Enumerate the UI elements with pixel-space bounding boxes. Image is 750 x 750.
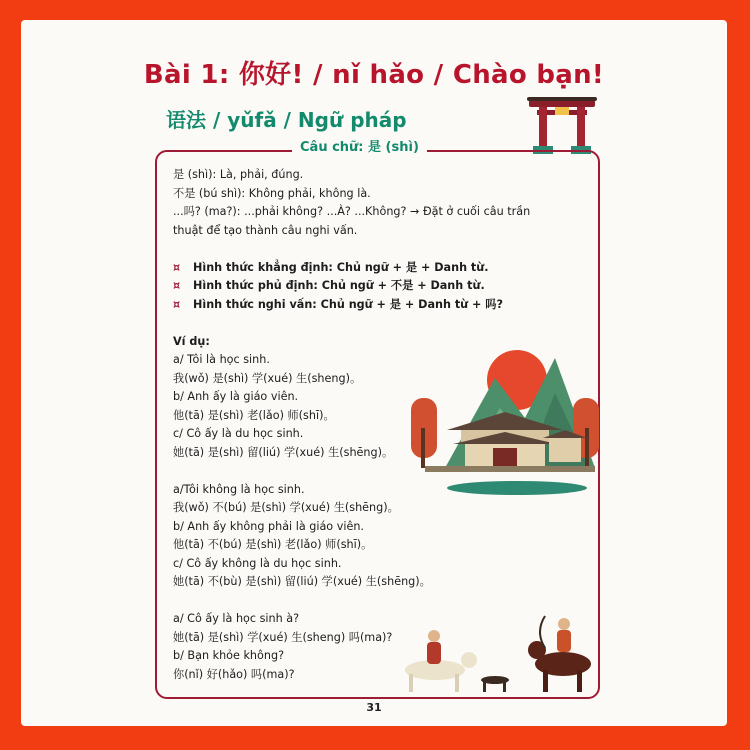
- example-line: 她(tā) 不(bù) 是(shì) 留(liú) 学(xué) 生(shēng)。: [173, 575, 431, 588]
- definition-line: ...吗? (ma?): ...phải không? ...À? ...Không? → Đặt ở cuối câu trần: [173, 205, 531, 218]
- example-line: 你(nǐ) 好(hǎo) 吗(ma)?: [173, 667, 295, 681]
- horse-riders-illustration: [385, 612, 595, 696]
- example-line: a/Tôi không là học sinh.: [173, 482, 305, 496]
- bullet-icon: ¤: [173, 297, 181, 311]
- example-line: 他(tā) 是(shì) 老(lǎo) 师(shī)。: [173, 408, 335, 422]
- pagoda-landscape-illustration: [405, 338, 605, 498]
- example-line: 他(tā) 不(bú) 是(shì) 老(lǎo) 师(shī)。: [173, 538, 373, 551]
- example-line: c/ Cô ấy là du học sinh.: [173, 427, 304, 440]
- definition-line: 是 (shì): Là, phải, đúng.: [173, 168, 304, 181]
- section-label: Câu chữ: 是 (shì): [292, 136, 427, 155]
- form-bullet: ¤ Hình thức phủ định: Chủ ngữ + 不是 + Danh từ.: [173, 277, 613, 296]
- example-line: 她(tā) 是(shì) 学(xué) 生(sheng) 吗(ma)?: [173, 630, 393, 644]
- example-line: 我(wǒ) 是(shì) 学(xué) 生(sheng)。: [173, 371, 362, 385]
- form-bullet: ¤ Hình thức khẳng định: Chủ ngữ + 是 + Danh từ.: [173, 259, 613, 278]
- example-line: 她(tā) 是(shì) 留(liú) 学(xué) 生(shēng)。: [173, 445, 394, 459]
- example-line: b/ Anh ấy là giáo viên.: [173, 390, 299, 403]
- definition-line: thuật để tạo thành câu nghi vấn.: [173, 223, 358, 237]
- example-line: a/ Tôi là học sinh.: [173, 353, 270, 366]
- book-page: [21, 20, 727, 726]
- example-line: 我(wǒ) 不(bú) 是(shì) 学(xué) 生(shēng)。: [173, 501, 399, 514]
- example-header: Ví dụ:: [173, 334, 210, 348]
- example-line: c/ Cô ấy không là du học sinh.: [173, 556, 342, 570]
- lesson-title: Bài 1: 你好! / nǐ hǎo / Chào bạn!: [143, 60, 605, 90]
- example-line: b/ Bạn khỏe không?: [173, 649, 285, 662]
- form-bullet: ¤ Hình thức nghi vấn: Chủ ngữ + 是 + Danh từ + 吗?: [173, 296, 613, 315]
- page-number: 31: [366, 701, 382, 714]
- bullet-icon: ¤: [173, 260, 181, 274]
- section-subtitle: 语法 / yǔfǎ / Ngữ pháp: [166, 108, 407, 132]
- gate-illustration: [527, 94, 597, 154]
- example-line: b/ Anh ấy không phải là giáo viên.: [173, 519, 364, 533]
- definition-line: 不是 (bú shì): Không phải, không là.: [173, 186, 371, 200]
- bullet-icon: ¤: [173, 279, 181, 292]
- example-line: a/ Cô ấy là học sinh à?: [173, 612, 300, 625]
